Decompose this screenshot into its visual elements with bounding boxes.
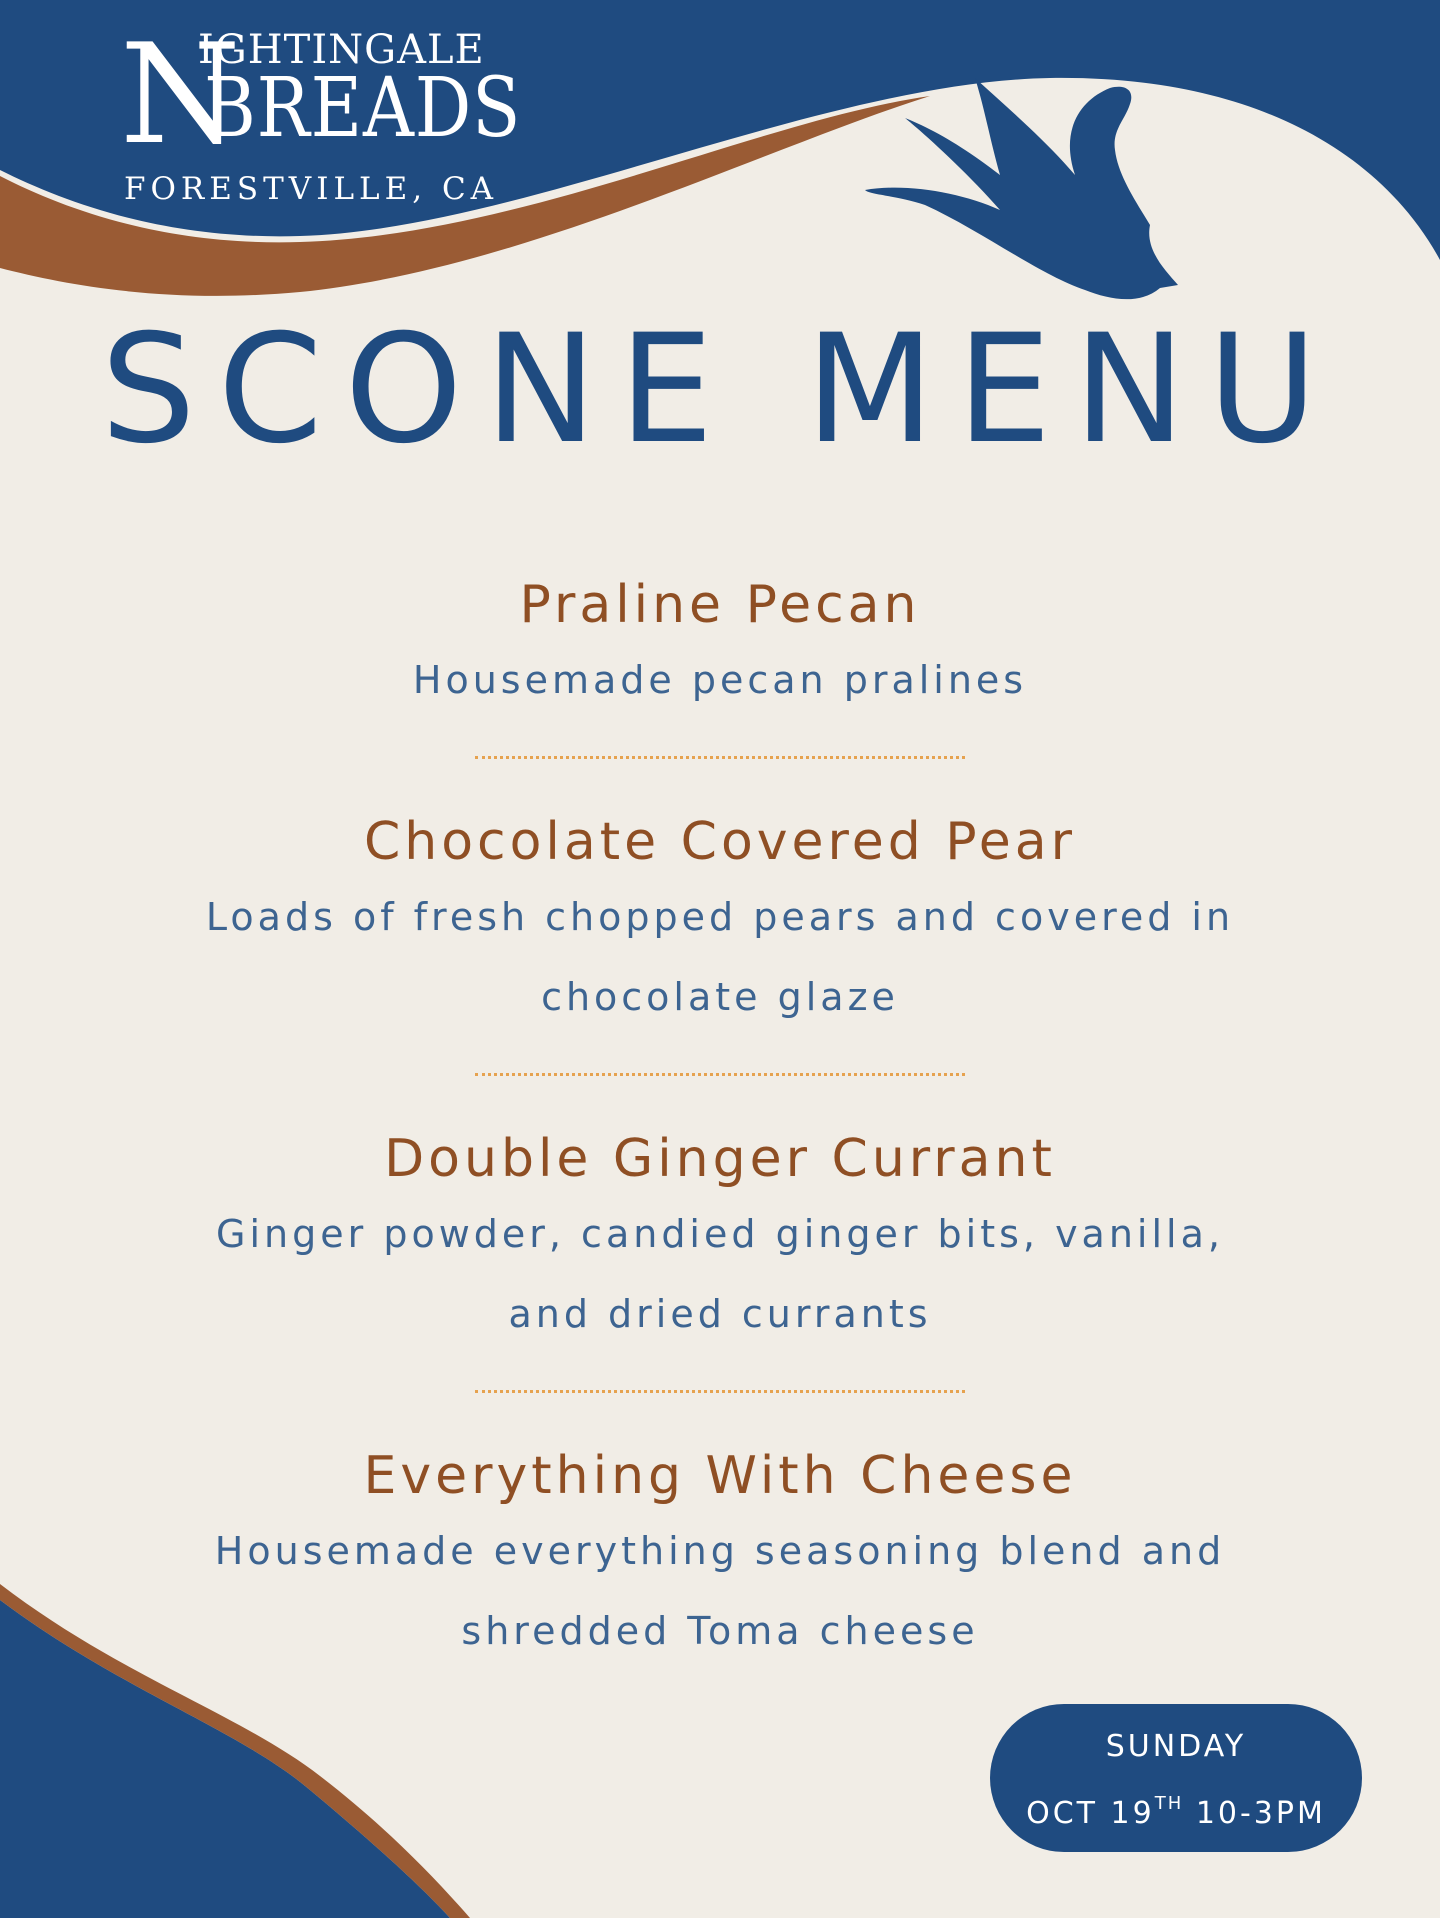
menu-item (150, 1441, 1290, 1671)
menu-item (150, 807, 1290, 1037)
menu-item-description: Ginger powder, candied ginger bits, vanilla, (216, 1212, 1224, 1256)
event-date: OCT 19 (1026, 1796, 1155, 1831)
menu-item-description: shredded Toma cheese (461, 1609, 979, 1653)
event-date-suffix: TH (1154, 1793, 1184, 1814)
menu-item-description: and dried currants (508, 1292, 932, 1336)
event-badge (990, 1704, 1362, 1852)
menu-item-description: Housemade pecan pralines (412, 658, 1028, 702)
event-day: SUNDAY (1105, 1729, 1247, 1764)
scone-menu-list (150, 570, 1290, 1671)
event-date-time (990, 1786, 1362, 1832)
menu-item-description: Housemade everything seasoning blend and (214, 1529, 1226, 1573)
logo-first-word: IGHTINGALE (198, 27, 485, 73)
menu-item-name: Double Ginger Currant (384, 1129, 1056, 1189)
logo-location: FORESTVILLE, CA (124, 171, 499, 207)
brand-logo (120, 14, 522, 207)
menu-divider (475, 1390, 965, 1393)
swallow-bird-icon (865, 78, 1178, 299)
menu-item-name: Everything With Cheese (363, 1446, 1077, 1506)
event-hours: 10-3PM (1195, 1796, 1326, 1831)
menu-divider (475, 1073, 965, 1076)
menu-item-description: chocolate glaze (541, 975, 899, 1019)
menu-item-description: Loads of fresh chopped pears and covered in (205, 895, 1235, 939)
page-title: SCONE MENU (100, 303, 1340, 477)
menu-item-name: Chocolate Covered Pear (363, 812, 1077, 872)
logo-initial: N (120, 14, 239, 175)
menu-item-name: Praline Pecan (519, 575, 921, 635)
logo-second-word: BREADS (204, 61, 522, 156)
menu-item (150, 1124, 1290, 1354)
menu-item (150, 570, 1290, 720)
menu-divider (475, 756, 965, 759)
